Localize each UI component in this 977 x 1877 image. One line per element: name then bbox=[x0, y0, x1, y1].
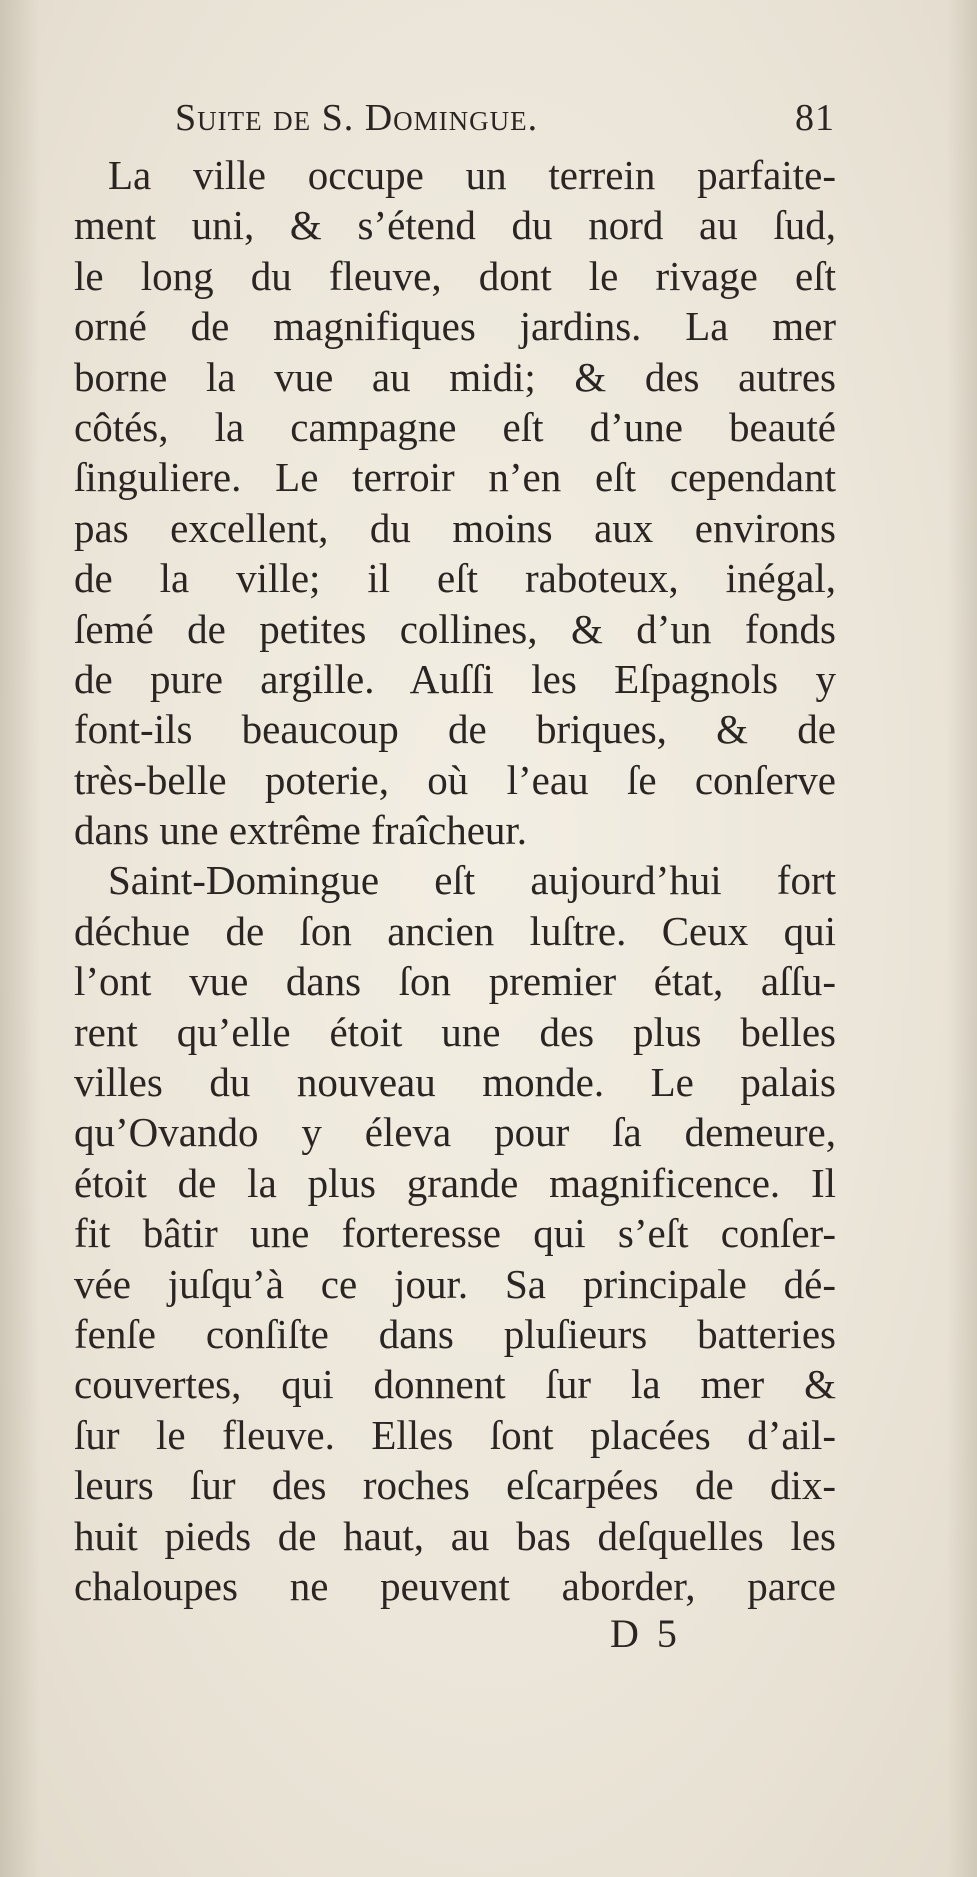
text-line: couvertes, qui donnent ſur la mer & bbox=[74, 1361, 836, 1408]
text-line: ſur le fleuve. Elles ſont placées d’ail- bbox=[74, 1411, 836, 1458]
text-line: rent qu’elle étoit une des plus belles bbox=[74, 1008, 836, 1055]
body-text bbox=[74, 150, 836, 1611]
text-line: font-ils beaucoup de briques, & de bbox=[74, 706, 836, 753]
text-line: vée juſqu’à ce jour. Sa principale dé- bbox=[74, 1260, 836, 1307]
text-line: chaloupes ne peuvent aborder, parce bbox=[74, 1562, 836, 1609]
text-line: l’ont vue dans ſon premier état, aſſu- bbox=[74, 958, 836, 1005]
text-line: de pure argille. Auſſi les Eſpagnols y bbox=[74, 655, 836, 702]
text-line: villes du nouveau monde. Le palais bbox=[74, 1059, 836, 1106]
text-line: dans une extrême fraîcheur. bbox=[74, 807, 528, 854]
text-line: leurs ſur des roches eſcarpées de dix- bbox=[74, 1462, 836, 1509]
text-line: Saint-Domingue eſt aujourd’hui fort bbox=[108, 857, 836, 904]
text-line: pas excellent, du moins aux environs bbox=[74, 504, 836, 551]
text-line: huit pieds de haut, au bas deſquelles les bbox=[74, 1512, 836, 1559]
text-line: le long du fleuve, dont le rivage eſt bbox=[74, 252, 836, 299]
page-number: 81 bbox=[795, 97, 835, 139]
page-header bbox=[175, 96, 835, 156]
text-line: très-belle poterie, où l’eau ſe conſerve bbox=[74, 756, 836, 803]
text-line: qu’Ovando y éleva pour ſa demeure, bbox=[74, 1109, 836, 1156]
text-line: ſemé de petites collines, & d’un fonds bbox=[74, 605, 836, 652]
text-line: ment uni, & s’étend du nord au ſud, bbox=[74, 202, 836, 249]
running-head: Suite de S. Domingue. bbox=[175, 97, 539, 139]
text-line: fit bâtir une forteresse qui s’eſt conſer- bbox=[74, 1210, 836, 1257]
signature-mark: D 5 bbox=[610, 1611, 681, 1656]
text-line: orné de magnifiques jardins. La mer bbox=[74, 303, 836, 350]
text-line: ſinguliere. Le terroir n’en eſt cependant bbox=[74, 454, 836, 501]
text-line: côtés, la campagne eſt d’une beauté bbox=[74, 403, 836, 450]
text-line: fenſe conſiſte dans pluſieurs batteries bbox=[74, 1310, 836, 1357]
text-line: étoit de la plus grande magnificence. Il bbox=[74, 1159, 836, 1206]
text-line: La ville occupe un terrein parfaite- bbox=[108, 152, 836, 198]
text-line: borne la vue au midi; & des autres bbox=[74, 353, 836, 400]
text-line: déchue de ſon ancien luſtre. Ceux qui bbox=[74, 907, 836, 954]
text-line: de la ville; il eſt raboteux, inégal, bbox=[74, 555, 836, 602]
